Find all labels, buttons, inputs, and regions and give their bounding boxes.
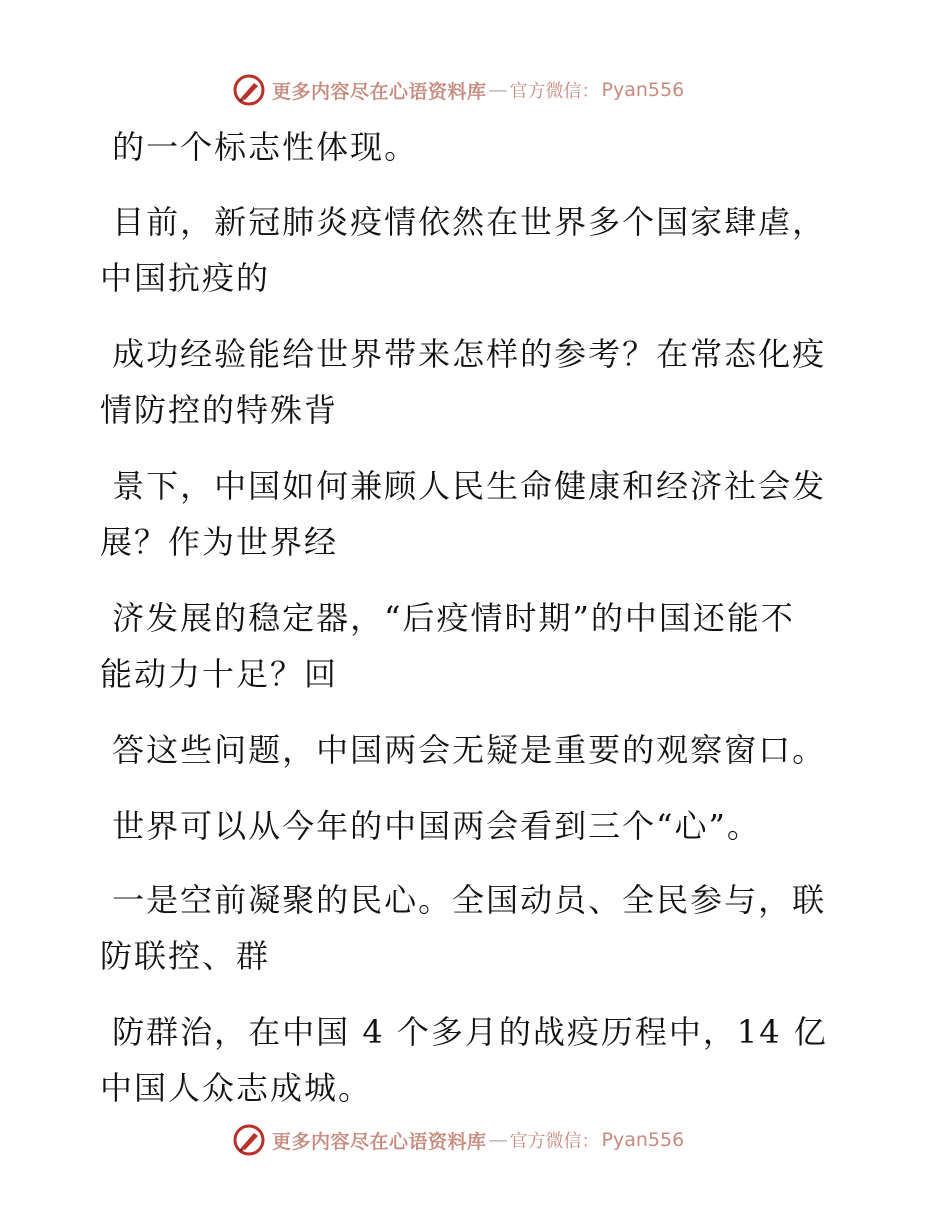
- text-line: 目前，新冠肺炎疫情依然在世界多个国家肆虐，: [100, 203, 827, 241]
- text-line: 中国抗疫的: [100, 259, 271, 297]
- text-line: 中国人众志成城。: [100, 1069, 373, 1107]
- footer-banner: [232, 1120, 684, 1160]
- header-wechat-id: Pyan556: [601, 79, 685, 101]
- text-line: 济发展的稳定器，“后疫情时期”的中国还能不: [100, 599, 795, 637]
- text-line: 世界可以从今年的中国两会看到三个“心”。: [100, 807, 761, 845]
- header-wechat-label: 官方微信：: [509, 81, 600, 102]
- footer-wechat-id: Pyan556: [601, 1129, 685, 1151]
- header-banner: [232, 70, 684, 110]
- text-line: 展？作为世界经: [100, 523, 339, 561]
- text-line: 成功经验能给世界带来怎样的参考？在常态化疫: [100, 335, 827, 373]
- text-line: 能动力十足？回: [100, 655, 339, 693]
- footer-wechat-label: 官方微信：: [509, 1131, 600, 1152]
- footer-ad-text: 更多内容尽在心语资料库: [272, 1130, 487, 1153]
- pen-logo-icon: [232, 73, 266, 107]
- text-line: 答这些问题，中国两会无疑是重要的观察窗口。: [100, 731, 827, 769]
- text-line: 的一个标志性体现。: [100, 128, 419, 166]
- footer-dash: —: [488, 1129, 508, 1151]
- header-ad-text: 更多内容尽在心语资料库: [272, 80, 487, 103]
- text-line: 防群治，在中国 4 个多月的战疫历程中，14 亿: [100, 1013, 828, 1051]
- text-line: 防联控、群: [100, 937, 271, 975]
- header-dash: —: [488, 79, 508, 101]
- pen-logo-icon: [232, 1123, 266, 1157]
- text-line: 情防控的特殊背: [100, 391, 339, 429]
- text-line: 一是空前凝聚的民心。全国动员、全民参与，联: [100, 881, 827, 919]
- text-line: 景下，中国如何兼顾人民生命健康和经济社会发: [100, 467, 827, 505]
